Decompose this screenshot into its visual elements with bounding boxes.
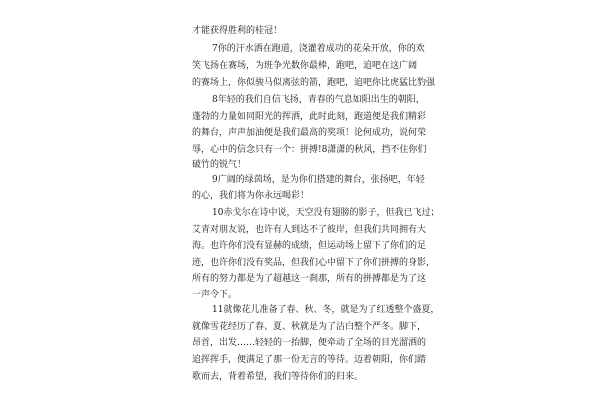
- paragraph-10-line: 迹，也许你们没有奖品，但我们心中留下了你们拼搏的身影，: [192, 258, 436, 268]
- paragraph-8-line: 破竹的锐气！: [192, 160, 247, 170]
- paragraph-7-line: 的赛场上，你似骏马似离弦的箭，跑吧，追吧你比虎猛比豹强: [192, 78, 436, 88]
- paragraph-7-line: 7你的汗水洒在跑道，浇灌着成功的花朵开放，你的欢: [212, 44, 425, 54]
- paragraph-8-line: 的舞台，声声加油便是我们最高的奖项！论何成功，说何荣: [192, 128, 427, 138]
- paragraph-10-line: 所有的努力都是为了超越这一刹那，所有的拼搏都是为了这: [192, 274, 427, 284]
- paragraph-11-line: 歌而去，背着希望，我们等待你们的归来。: [192, 372, 364, 382]
- paragraph-7-line: 笑飞扬在赛场，为班争光数你最棒，跑吧，追吧在这广阔: [192, 61, 418, 71]
- paragraph-10-line: 10赤戈尔在诗中说，天空没有翅膀的影子，但我已飞过；: [212, 208, 440, 218]
- paragraph-8-line: 8年轻的我们自信飞扬，青春的气息如阳出生的朝阳，: [212, 95, 425, 105]
- paragraph-11-line: 昂首，出发……轻轻的一抬脚，便牵动了全场的目光溜洒的: [192, 338, 427, 348]
- paragraph-9-line: 9广阔的绿茵场，是为你们搭建的舞台，张扬吧，年轻: [212, 175, 425, 185]
- text-line: 才能获得胜利的桂冠！: [192, 26, 283, 36]
- paragraph-10-line: 一声令下。: [192, 290, 238, 300]
- paragraph-11-line: 11就像花儿准备了春、秋、冬，就是为了红透整个盛夏，: [212, 305, 440, 315]
- paragraph-10-line: 艾青对朋友说，也许有人到达不了彼岸，但我们共同拥有大: [192, 225, 427, 235]
- paragraph-8-line: 蓬勃的力量如同阳光的挥洒，此时此刻，跑道便是我们精彩: [192, 112, 427, 122]
- paragraph-8-line: 辱，心中的信念只有一个：拼搏!8潇潇的秋风，挡不住你们: [192, 145, 427, 155]
- paragraph-11-line: 就像雪花经历了春、夏、秋就是为了洁白整个严冬。脚下，: [192, 322, 427, 332]
- paragraph-9-line: 的心，我们将为你永远喝彩！: [192, 191, 310, 201]
- paragraph-11-line: 追挥挥手，便满足了那一份无言的等待。迈着朝阳，你们踏: [192, 355, 427, 365]
- paragraph-10-line: 海。也许你们没有显赫的成绩，但运动场上留下了你们的足: [192, 241, 427, 251]
